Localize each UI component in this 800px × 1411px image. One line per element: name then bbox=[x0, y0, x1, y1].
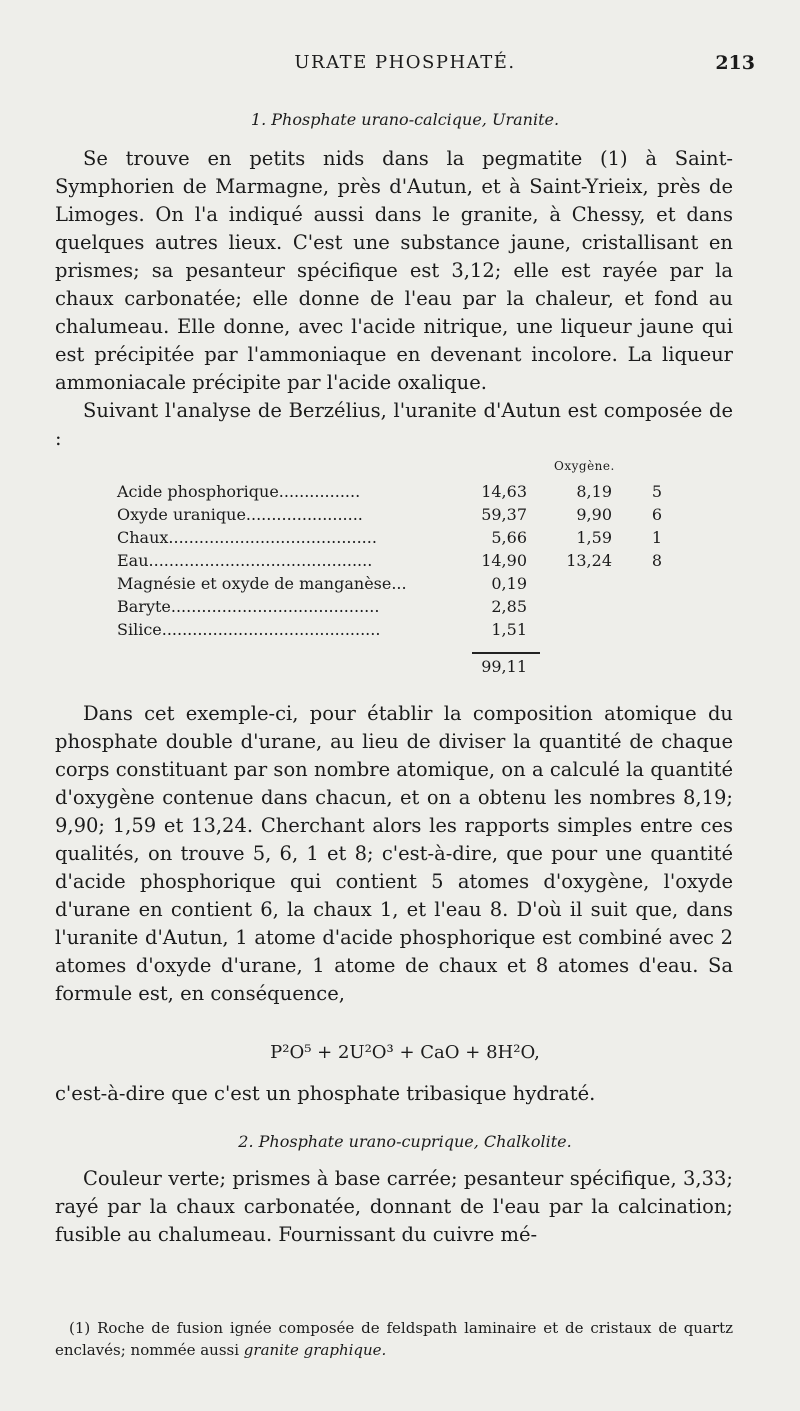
table-row bbox=[117, 482, 677, 505]
oxygen-value: 1,59 bbox=[576, 528, 612, 547]
table-row bbox=[117, 551, 677, 574]
total-rule bbox=[472, 652, 540, 654]
total-value: 99,11 bbox=[481, 657, 527, 676]
ratio-value: 5 bbox=[651, 482, 662, 501]
component-name: Magnésie et oxyde de manganèse... bbox=[117, 574, 407, 593]
chemical-formula: P²O⁵ + 2U²O³ + CaO + 8H²O, bbox=[270, 1042, 540, 1063]
ratio-value: 6 bbox=[651, 505, 662, 524]
running-title: URATE PHOSPHATÉ. bbox=[294, 52, 516, 73]
component-value: 0,19 bbox=[491, 574, 527, 593]
page-number: 213 bbox=[715, 52, 755, 74]
component-name: Baryte......................................... bbox=[117, 597, 380, 616]
footnote bbox=[55, 1317, 733, 1361]
section-title-chalkolite: 2. Phosphate urano-cuprique, Chalkolite. bbox=[238, 1132, 572, 1151]
paragraph-atomic-composition bbox=[55, 700, 733, 1008]
table-row bbox=[117, 505, 677, 528]
component-value: 59,37 bbox=[481, 505, 527, 524]
oxygen-value: 8,19 bbox=[576, 482, 612, 501]
ratio-value: 8 bbox=[651, 551, 662, 570]
table-row bbox=[117, 620, 677, 643]
paragraph-analysis-intro-text: Suivant l'analyse de Berzélius, l'uranite d'Autun est composée de : bbox=[55, 399, 733, 450]
section-title-uranite: 1. Phosphate urano-calcique, Uranite. bbox=[250, 110, 560, 129]
paragraph-description-text: Se trouve en petits nids dans la pegmatite (1) à Saint-Symphorien de Marmagne, près d'Autun, et à Saint-Yrieix, près de Limoges. On l'a indiqué aussi dans le granite, à Chessy, et dans quelques autres lieux. C'est une substance jaune, cristallisant en prismes; sa pesanteur spécifique est 3,12; elle est rayée par la chaux carbonatée; elle donne de l'eau par la chaleur, et fond au chalumeau. Elle donne, avec l'acide nitrique, une liqueur jaune qui est précipitée par l'ammoniaque en devenant incolore. La liqueur ammoniacale précipite par l'acide oxalique. bbox=[55, 147, 733, 394]
ratio-value: 1 bbox=[651, 528, 662, 547]
component-value: 14,90 bbox=[481, 551, 527, 570]
oxygen-value: 9,90 bbox=[576, 505, 612, 524]
component-value: 1,51 bbox=[491, 620, 527, 639]
component-name: Silice........................................... bbox=[117, 620, 381, 639]
oxygen-value: 13,24 bbox=[566, 551, 612, 570]
oxygen-column-header: Oxygène. bbox=[554, 459, 615, 473]
table-row bbox=[117, 528, 677, 551]
analysis-table bbox=[117, 455, 677, 685]
component-name: Oxyde uranique....................... bbox=[117, 505, 363, 524]
paragraph-chalkolite-text: Couleur verte; prismes à base carrée; pesanteur spécifique, 3,33; rayé par la chaux carbonatée, donnant de l'eau par la calcination; fusible au chalumeau. Fournissant du cuivre mé- bbox=[55, 1167, 733, 1246]
table-row bbox=[117, 574, 677, 597]
component-value: 2,85 bbox=[491, 597, 527, 616]
component-value: 5,66 bbox=[491, 528, 527, 547]
paragraph-conclusion-text: c'est-à-dire que c'est un phosphate tribasique hydraté. bbox=[55, 1082, 596, 1105]
component-name: Chaux......................................... bbox=[117, 528, 377, 547]
page-header bbox=[55, 52, 755, 84]
footnote-italic: granite graphique. bbox=[243, 1341, 387, 1359]
table-row bbox=[117, 597, 677, 620]
paragraph-conclusion bbox=[55, 1080, 733, 1108]
paragraph-description bbox=[55, 145, 733, 397]
footnote-text: (1) Roche de fusion ignée composée de feldspath laminaire et de cristaux de quartz enclavés; nommée aussi bbox=[55, 1319, 733, 1359]
component-name: Acide phosphorique................ bbox=[117, 482, 361, 501]
component-value: 14,63 bbox=[481, 482, 527, 501]
paragraph-analysis-intro bbox=[55, 397, 733, 453]
paragraph-chalkolite bbox=[55, 1165, 733, 1249]
component-name: Eau............................................ bbox=[117, 551, 373, 570]
paragraph-atomic-composition-text: Dans cet exemple-ci, pour établir la composition atomique du phosphate double d'urane, au lieu de diviser la quantité de chaque corps constituant par son nombre atomique, on a calculé la quantité d'oxygène contenue dans chacun, et on a obtenu les nombres 8,19; 9,90; 1,59 et 13,24. Cherchant alors les rapports simples entre ces qualités, on trouve 5, 6, 1 et 8; c'est-à-dire, que pour une quantité d'acide phosphorique qui contient 5 atomes d'oxygène, l'oxyde d'urane en contient 6, la chaux 1, et l'eau 8. D'où il suit que, dans l'uranite d'Autun, 1 atome d'acide phosphorique est combiné avec 2 atomes d'oxyde d'urane, 1 atome de chaux et 8 atomes d'eau. Sa formule est, en conséquence, bbox=[55, 702, 733, 1005]
